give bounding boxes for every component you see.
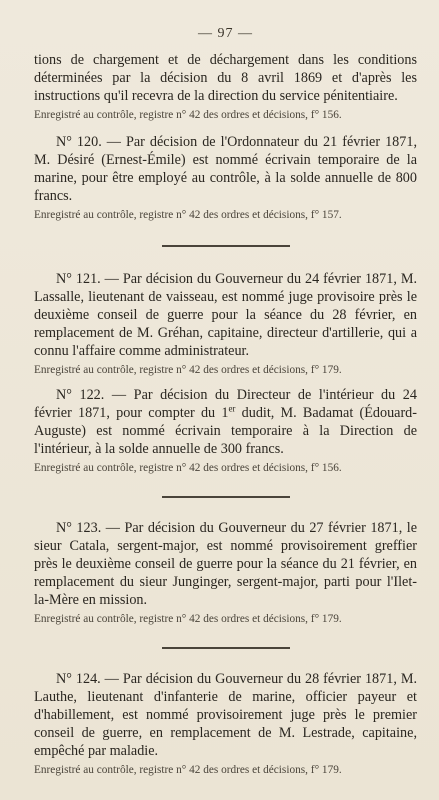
section-divider	[162, 496, 290, 498]
page-content	[34, 26, 417, 778]
decision-entry-121: N° 121. — Par décision du Gouverneur du 24 février 1871, M. Lassalle, lieutenant de vaisseau, est nommé juge provisoire près le deuxième conseil de guerre pour la séance du 28 février, en remplacement de M. Gréhan, capitaine, directeur d'artillerie, qui a connu l'affaire comme administrateur.	[34, 271, 417, 359]
registration-note: Enregistré au contrôle, registre n° 42 des ordres et décisions, f° 179.	[34, 613, 342, 625]
registration-note: Enregistré au contrôle, registre n° 42 des ordres et décisions, f° 156.	[34, 109, 342, 121]
decision-entry-120: N° 120. — Par décision de l'Ordonnateur du 21 février 1871, M. Désiré (Ernest-Émile) est nommé écrivain temporaire de la marine, pour être employé au contrôle, à la solde annuelle de 800 francs.	[34, 134, 417, 204]
decision-entry-124: N° 124. — Par décision du Gouverneur du 28 février 1871, M. Lauthe, lieutenant d'infanterie de marine, officier payeur et d'habillement, est nommé provisoirement juge près le premier conseil de guerre, en remplacement de M. Lestrade, capitaine, empêché par maladie.	[34, 671, 417, 759]
continuation-paragraph: tions de chargement et de déchargement dans les conditions déterminées par la décision du 8 avril 1869 et d'après les instructions qu'il recevra de la direction du service pénitentiaire.	[34, 52, 417, 104]
entry-text: N° 122. — Par décision du Directeur de l'intérieur du 24 février 1871, pour compter du 1	[34, 387, 417, 421]
registration-note: Enregistré au contrôle, registre n° 42 des ordres et décisions, f° 156.	[34, 462, 342, 474]
decision-entry-123: N° 123. — Par décision du Gouverneur du 27 février 1871, le sieur Catala, sergent-major, est nommé provisoirement greffier près le deuxième conseil de guerre pour la séance du 21 février, en remplacement du sieur Junginger, sergent-major, parti pour l'Ilet-la-Mère en mission.	[34, 520, 417, 608]
section-divider	[162, 245, 290, 247]
registration-note: Enregistré au contrôle, registre n° 42 des ordres et décisions, f° 179.	[34, 764, 342, 776]
registration-note: Enregistré au contrôle, registre n° 42 des ordres et décisions, f° 179.	[34, 364, 342, 376]
decision-entry-122	[34, 386, 417, 458]
ordinal-superscript: er	[228, 403, 236, 414]
section-divider	[162, 647, 290, 649]
registration-note: Enregistré au contrôle, registre n° 42 des ordres et décisions, f° 157.	[34, 209, 342, 221]
entry-text: dudit, M. Badamat (Édouard-Auguste) est nommé écrivain temporaire à la Direction de l'intérieur, à la solde annuelle de 300 francs.	[34, 405, 417, 457]
page-number: — 97 —	[198, 26, 253, 41]
